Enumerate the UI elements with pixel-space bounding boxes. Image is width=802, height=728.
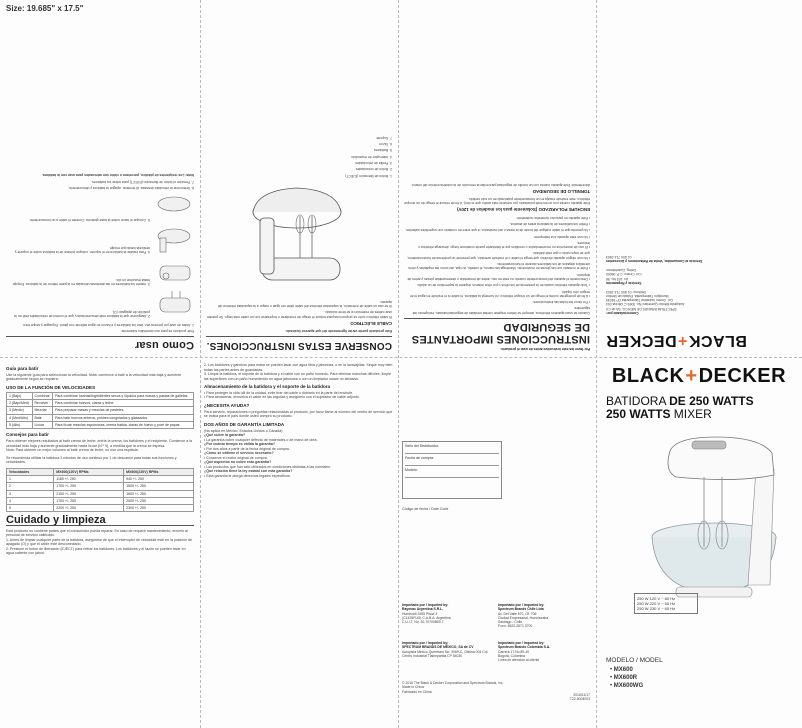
safety-panel: Por favor lea este instructivo antes de usar el producto. INSTRUCCIONES IMPORTANTES DE SEGURIDAD Cuando se usan aparatos eléctricos, siempre se deben respetar ciertas medidas de seguridad básicas, incluyendo las siguientes: • Por favor lea todas las instrucciones. • A fin de protegerse contra el riesgo de un choque eléctrico, no sumerja la batidora, el cable ni el enchufe en agua ni en ningún otro líquido. • Todo aparato eléctrico usado en la presencia de los niños o por ellos mismos requiere la supervisión de un adulto. • Desconecte el aparato del tomacorriente cuando no esté en uso, antes de ensamblar o desensamblar piezas y antes de limpiarlo. • Evite el contacto con las piezas en movimiento. Mantenga las manos, el cabello, la ropa, así como las espátulas y otros utensilios alejados de los batidores durante el funcionamiento. • No use ningún aparato eléctrico que tenga el cable o el enchufe averiado, que presente un problema de funcionamiento, que se haya caído o que esté dañado. • El uso de accesorios no recomendados o vendidos por el fabricante puede ocasionar fuego, descarga eléctrica o lesiones. • No use este aparato a la intemperie. • No permita que el cable cuelgue del borde de la mesa o del mostrador, ni que entre en contacto con superficies calientes. • Retire los batidores de la batidora antes de lavarlos. • Este aparato es para uso doméstico solamente. ENCHUFE POLARIZADO (Solamente para los modelos de 120V) Este aparato cuenta con un enchufe polarizado (un contacto más ancho que el otro). A fin de reducir el riesgo de un choque eléctrico, este enchufe encaja en un tomacorriente polarizado en un solo sentido. TORNILLO DE SEGURIDAD Advertencia: Este aparato cuenta con un tornillo de seguridad para evitar la remoción de la cubierta exterior del mismo. [404,182,590,351]
model-item: • MX600WG [606,683,796,689]
power-cord-title: CABLE ELÉCTRICO [350,320,392,326]
brand-logo: BLACK+DECKER [611,365,787,387]
conserve-panel: CONSERVE ESTAS INSTRUCCIONES. Este producto puede variar ligeramente del que aparece ilustrado. CABLE ELÉCTRICO El cable eléctrico corto se proporciona para reducir el riesgo de enredarse o tropezarse con un cable más largo. Se pueden usar cables de extensión si se tiene cuidado. Si se usa un cable de extensión, la capacidad eléctrica del cable debe ser igual o mayor a la capacidad eléctrica del aparato. 1. Botón de liberación (EJECT) 2. Botón de velocidades 3. Perilla de velocidades 4. Interruptor de encendido 5. Batidores 6. Tazón 7. Soporte [206,135,392,351]
table-row: 4 1700 +/- 250 2000 +/- 250 [7,497,194,504]
importer-chile: Importado por / Imported by: Spectrum Brands Chile Ltda Av. Del Valle 570, Of. 706 Ciudad Empresarial, Huechuraba Santiago - Chile Fono: 5622-2571 3700 [498,603,549,629]
table-row: 4 (Med/Alto) Batir Para batir huevos enteros, postres congelados y glaseados. [7,414,194,421]
part-item: 4. Interruptor de encendido [351,154,392,159]
conserve-title: CONSERVE ESTAS INSTRUCCIONES. [206,340,392,351]
speed-guide-intro: Use la siguiente guía para seleccionar la velocidad. Nota: comience a batir a la velocidad más baja y aumente gradualmente según se requiera. [6,372,182,382]
how-to-use-panel: Como usar Este producto es para uso doméstico solamente. 1. Antes de usar por primera vez, lave los batidores y el tazón en agua caliente con jabón. Enjuague y seque bien. 2. Asegúrese que la batidora esté desconectada y que el control de velocidades esté en la posición de apagado (O). 3. Inserte los batidores en las aberturas ubicadas en la parte inferior de la batidora. Empuje hasta escuchar un clic. 4. Para instalar la batidora en el soporte, coloque la base de la batidora sobre el soporte y deslícela hasta que encaje. 5. Coloque el tazón sobre la base giratoria. Conecte el cable a un tomacorriente. 6. Seleccione la velocidad deseada. Al terminar, apague la batidora y desconéctela. 7. Presione el botón de liberación (EJECT) para retirar los batidores. Nota: Los recipientes de plástico, porcelana o vidrio son adecuados para usar con la batidora. [0,10,200,357]
parts-list [206,135,392,177]
model-heading: MODELO / MODEL [606,657,663,664]
step-illustration-icon [154,194,194,222]
part-item: 6. Tazón [379,142,392,147]
importer-mexico: Importado por / Imported by: SPECTRUM BRANDS DE MÉXICO, SA de CV Autopista México Querétaro No. 3069-C, Oficina 004 Col. Centro Industrial Tlalnepantla CP 54030 [402,641,489,658]
mixer-parts-diagram [206,184,392,294]
electrical-ratings: 250 W 120 V ~ 60 Hz 250 W 220 V ~ 50 Hz 250 W 230 V ~ 60 Hz [634,593,698,614]
need-help-title: ¿NECESITA AYUDA? [204,402,250,408]
care-cleaning-text: Este producto no contiene partes que el consumidor pueda reparar. En caso de requerir mantenimiento, envíelo al personal de servicio calificado. [6,528,188,538]
importer-colombia: Importado por / Imported by: Spectrum Brands Colombia S.A. Carrera 17 No 89-40 Bogotá, Colombia Línea de atención al cliente [498,641,551,663]
part-item: 5. Batidores [373,148,392,153]
step-illustration-icon [154,258,194,286]
mixing-tips-title: Consejos para batir [6,432,49,438]
safety-intro: Por favor lea este instructivo antes de usar el producto. [500,347,590,351]
table-row: 2 1700 +/- 250 1500 +/- 250 [7,483,194,490]
print-codes: 2016/11/17 T22-5004003 [569,693,590,702]
part-item: 1. Botón de liberación (EJECT) [345,173,392,178]
commercializer-block: Comercializado por: SPECTRUM BRANDS DE MEXICO, SA de CV Autopista México Querétaro No. 3069-C Oficina 004 Col. Centro Industrial Tlalnepantla CP 54030 Municipio Tlalnepantla, Estado de México Teléfono: 01 800 714 2503 Servicio y Reparación Av. 103 No. 56 Col. Centro, C.P. 06000 Deleg. Cuauhtémoc Servicio al Consumidor, Venta de Refacciones y Accesorios 01 800 714 2503 [606,255,703,315]
importers-panel [402,363,592,723]
date-code-box: Código de fecha / Date Code [402,507,449,511]
warranty-question: ¿Qué relación tiene la ley estatal con esta garantía? [204,469,293,474]
table-row: 5 (Alto) Licuar Para licuar mezclas espumosas, crema batida, claras de huevo y puré de papas. [7,422,194,429]
table-row: 3 2100 +/- 250 1600 +/- 250 [7,490,194,497]
front-cover [596,357,802,728]
rpm-table: Velocidades MX600(120V) RPMs MX600(220V) RPMs 1 1180 +/- 250 940 +/- 250 2 1700 +/- 250 1500 +/- 250 3 2100 +/- 250 1600 +/- 250 4 1700 +/- 250 2000 +/- 250 5 2200 +/- 250 2300 +/- 250 [6,468,194,513]
speed-guide-title: Guía para batir [6,366,39,371]
distributor-stamp-box: Sello del Distribuidor: Fecha de compra: Modelo: [402,441,502,499]
mixer-product-image [636,431,796,601]
back-cover-panel [596,10,802,357]
storage-title: Almacenamiento de la batidora y el soporte de la batidora [204,384,331,389]
model-item: • MX600R [606,675,796,681]
sheet-size-label: Size: 19.685" x 17.5" [6,4,84,13]
table-row: 5 2200 +/- 250 2300 +/- 250 [7,505,194,512]
tamper-screw-title: TORNILLO DE SEGURIDAD [532,188,590,194]
warranty-question: ¿Qué aspectos no cubre esta garantía? [204,460,272,465]
table-row: 1 1180 +/- 250 940 +/- 250 [7,476,194,483]
importer-argentina: Importado por / Imported by: Rayovac Argentina S.R.L. Humboldt 2495 Piso# 3 (C1425FUG) C.A.B.A. Argentina C.U.I.T. No. 30-70700869-7 [402,603,451,625]
polarized-plug-title: ENCHUFE POLARIZADO (Solamente para los modelos de 120V) [457,207,590,213]
step-illustration-icon [154,290,194,318]
part-item: 2. Botón de velocidades [355,167,392,172]
conserve-subtitle: Este producto puede variar ligeramente del que aparece ilustrado. [285,329,392,333]
back-cover-brand: BLACK+DECKER [606,332,747,349]
part-item: 3. Perilla de velocidades [355,160,392,165]
speed-usage-table [6,392,194,429]
warranty-title: DOS AÑOS DE GARANTÍA LIMITADA [204,421,285,427]
table-row: 3 (Medio) Mezclar Para preparar masas y mezclas de pasteles. [7,407,194,414]
product-title: BATIDORA DE 250 WATTS 250 WATTS MIXER [606,394,754,421]
warranty-subtitle: (No aplica en México, Estados Unidos o Canadá) [204,428,283,433]
warranty-question: ¿Qué cubre la garantía? [204,433,246,438]
speed-usage-title: USO DE LA FUNCIÓN DE VELOCIDADES [6,384,96,390]
step-illustration-icon [154,226,194,254]
copyright-block: © 2016 The Black & Decker Corporation and Spectrum Brands, Inc. Made in China Fabricado en China [402,681,504,694]
part-item: 7. Soporte [376,135,392,140]
care-cleaning-title: Cuidado y limpieza [6,514,106,527]
warranty-question: ¿Por cuánto tiempo es válida la garantía? [204,442,276,447]
model-list [606,657,796,691]
warranty-question: ¿Cómo se obtiene el servicio necesario? [204,451,274,456]
safety-title: INSTRUCCIONES IMPORTANTES DE SEGURIDAD [411,320,590,345]
warranty-panel: 2. Los batidores y ganchos para masa se pueden lavar con agua tibia y jabonosa, o en la lavavajillas. Seque muy bien todas las partes antes de guardarlas. 3. Limpie la batidora, el soporte de la batidora y el cable con un paño húmedo. Para eliminar manchas difíciles, limpie las superficies con un paño humedecido en agua jabonosa o con un limpiador suave no abrasivo. Almacenamiento de la batidora y el soporte de la batidora • Para proteger la vida útil de la unidad, evite tirar del cable o doblarlo en la parte del enchufe. • Para almacenar, envuelva el cable en las argollas y asegúrelo con el sujetador de cable adjunto. ¿NECESITA AYUDA? Para servicio, reparaciones o preguntas relacionadas al producto, por favor llame al número del centro de servicio que se indica para el país donde usted compró su producto. DOS AÑOS DE GARANTÍA LIMITADA (No aplica en México, Estados Unidos o Canadá) ¿Qué cubre la garantía? • La garantía cubre cualquier defecto de materiales o de mano de obra. ¿Por cuánto tiempo es válida la garantía? • Por dos años a partir de la fecha original de compra. ¿Cómo se obtiene el servicio necesario? • Conserve el recibo original de compra. ¿Qué aspectos no cubre esta garantía? • Los productos que han sido utilizados en condiciones distintas a las normales. ¿Qué relación tiene la ley estatal con esta garantía? • Esta garantía le otorga derechos legales específicos. [204,363,393,478]
model-item: • MX600 [606,667,796,673]
table-row: 1 (Bajo) Combinar Para combinar harinas/ingredientes secos y líquidos para masas y pastas de galletas. [7,392,194,399]
table-row: 2 (Bajo/Med) Revolver Para combinar huevos, claras y leche. [7,400,194,407]
speed-guide-panel: Guía para batir Use la siguiente guía para seleccionar la velocidad. Nota: comience a batir a la velocidad más baja y aumente gradualmente según se requiera. USO DE LA FUNCIÓN DE VELOCIDADES 1 (Bajo) Combinar Para combinar harinas/ingredientes secos y líquidos para masas y pastas de galletas. 2 (Bajo/Med) Revolver Para combinar huevos, claras y leche. 3 (Medio) Mezclar Para preparar masas y mezclas de pasteles. 4 (Med/Alto) Batir Para batir huevos enteros, postres congelados y glaseados. 5 (Alto) Licuar Para licuar mezclas espumosas, crema batida, claras de huevo y puré de papas. Consejos para batir Para obtener mejores resultados al batir crema de leche, enfríe la crema, los batidores y el recipiente. Comience a la velocidad más baja y aumente gradualmente hasta licuar (N.º 5), a medida que la crema se espesa. Nota: Para obtener un mejor volumen al batir crema de leche, no use una espátula. Se recomienda utilizar la batidora 3 minutos de uso continuo por 1 de descanso para todas sus funciones y velocidades. Velocidades MX600(120V) RPMs MX600(220V) RPMs 1 1180 +/- 250 940 +/- 250 2 1700 +/- 250 1500 +/- 250 3 2100 +/- 250 1600 +/- 250 4 1700 +/- 250 2000 +/- 250 5 2200 +/- 250 2300 +/- 250 Cuidado y limpieza Este producto no contiene partes que el consumidor pueda reparar. En caso de requerir mantenimiento, envíelo al personal de servicio calificado. 1. Antes de limpiar cualquier parte de la batidora, asegúrese de que el interruptor de velocidad esté en la posición de apagado (O) y que el cable esté desconectado. 2. Presione el botón de liberación (EJECT) para retirar los batidores. Los batidores y el tazón se pueden lavar en agua caliente con jabón. [6,366,192,556]
how-to-use-title: Como usar [134,339,194,351]
mixer-diagram-illustration [206,184,392,294]
